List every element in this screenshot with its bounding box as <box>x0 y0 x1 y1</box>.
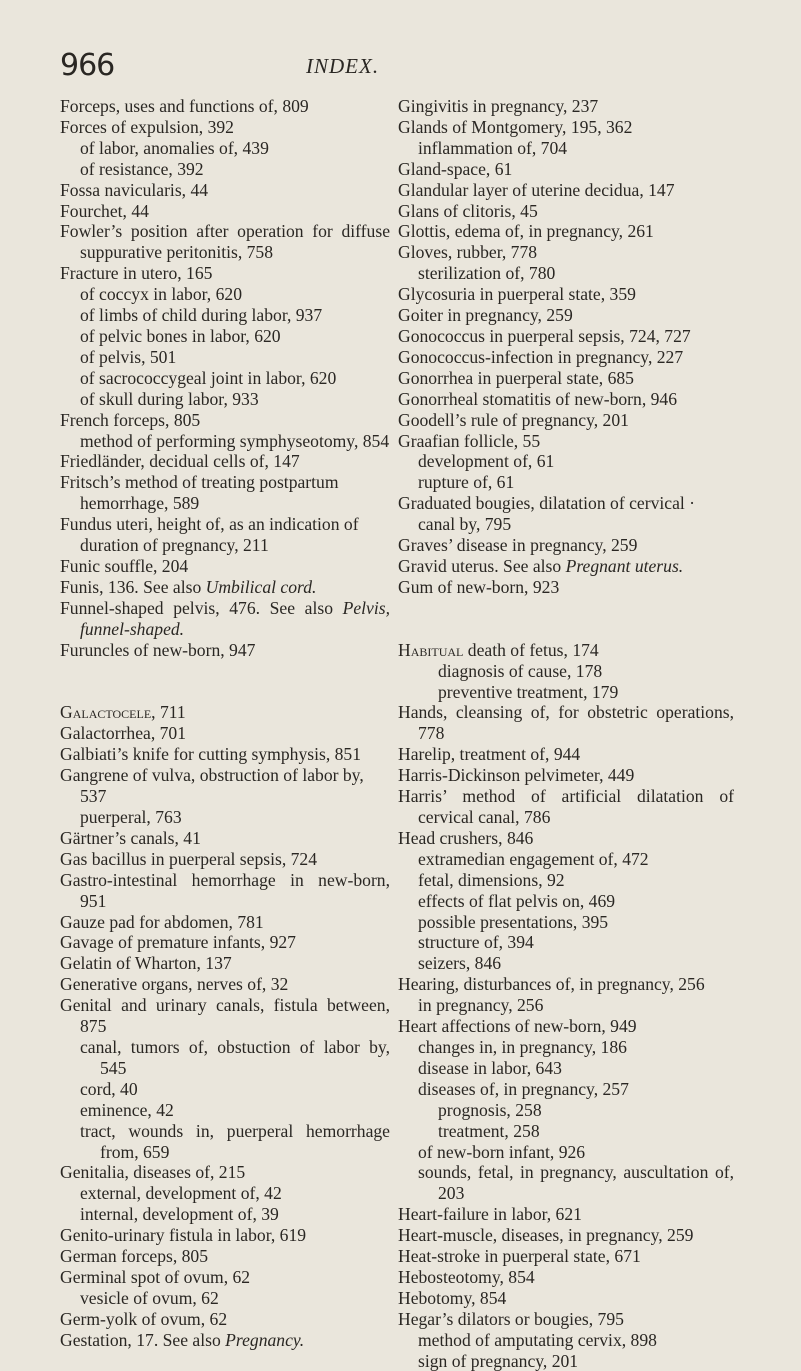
index-entry-text: Gauze pad for abdomen, 781 <box>60 911 264 932</box>
index-subentry <box>398 1351 734 1371</box>
index-subentry <box>60 284 390 305</box>
index-entry-text: Gestation, 17. See also <box>60 1329 226 1350</box>
index-entry-text: Glottis, edema of, in pregnancy, 261 <box>398 221 654 242</box>
index-entry-text: Harris’ method of artificial dilatation of cervical canal, 786 <box>398 786 734 827</box>
index-entry-text: Gonococcus-infection in pregnancy, 227 <box>398 346 684 367</box>
index-entry-text: changes in, in pregnancy, 186 <box>418 1036 627 1057</box>
index-entry-text: in pregnancy, 256 <box>418 995 544 1016</box>
index-entry-text: sterilization of, 780 <box>418 263 556 284</box>
index-subentry <box>60 1183 390 1204</box>
index-entry <box>398 242 734 263</box>
index-entry <box>398 974 734 995</box>
index-entry <box>60 912 390 933</box>
index-entry-text: Glans of clitoris, 45 <box>398 200 538 221</box>
index-entry <box>398 765 734 786</box>
index-entry-text: of coccyx in labor, 620 <box>80 284 242 305</box>
index-entry <box>398 556 734 577</box>
index-entry-text: Genito-urinary fistula in labor, 619 <box>60 1225 307 1246</box>
index-entry <box>60 1225 390 1246</box>
index-entry-text: Generative organs, nerves of, 32 <box>60 974 289 995</box>
index-entry-text: Gärtner’s canals, 41 <box>60 827 201 848</box>
index-entry-text: Galactorrhea, 701 <box>60 723 187 744</box>
index-entry-text: Pregnancy. <box>225 1329 305 1350</box>
index-entry-text: puerperal, 763 <box>80 807 182 827</box>
index-entry-text: of pelvic bones in labor, 620 <box>80 325 281 346</box>
index-subentry <box>398 1162 734 1204</box>
index-entry-text: Genitalia, diseases of, 215 <box>60 1162 246 1183</box>
index-entry-text: Glycosuria in puerperal state, 359 <box>398 284 636 305</box>
index-subentry <box>60 138 390 159</box>
index-entry-text: Gavage of premature infants, 927 <box>60 932 296 953</box>
index-entry <box>60 96 390 117</box>
index-entry <box>398 1309 734 1330</box>
index-entry <box>398 493 734 535</box>
index-subentry <box>60 305 390 326</box>
index-entry-text: Funic souffle, 204 <box>60 555 189 576</box>
index-entry-text: Habitual <box>398 639 464 660</box>
index-entry <box>60 744 390 765</box>
index-entry-text: Gonorrheal stomatitis of new-born, 946 <box>398 388 678 409</box>
index-entry-text: Hearing, disturbances of, in pregnancy, 256 <box>398 974 705 995</box>
index-entry-text: cord, 40 <box>80 1078 138 1099</box>
index-entry-text: Funis, 136. See also <box>60 576 206 597</box>
index-entry <box>60 451 390 472</box>
index-subentry <box>60 1288 390 1309</box>
index-entry-text: effects of flat pelvis on, 469 <box>418 890 616 911</box>
index-entry-text: of pelvis, 501 <box>80 346 177 367</box>
index-entry-text: Goiter in pregnancy, 259 <box>398 305 573 326</box>
index-entry-text: Fritsch’s method of treating postpartum hemorrhage, 589 <box>60 472 339 514</box>
index-entry <box>398 1204 734 1225</box>
index-entry-text: Heart affections of new-born, 949 <box>398 1016 637 1037</box>
page-number: 966 <box>60 48 115 83</box>
index-subentry <box>60 1037 390 1079</box>
index-entry-text: of skull during labor, 933 <box>80 388 259 409</box>
index-entry-text: Fundus uteri, height of, as an indication of duration of pregnancy, 211 <box>60 514 359 556</box>
index-entry-text: Hands, cleansing of, for obstetric operations, 778 <box>398 702 734 744</box>
index-entry-text: Heart-failure in labor, 621 <box>398 1204 582 1225</box>
index-entry <box>60 828 390 849</box>
index-entry-text: rupture of, 61 <box>418 472 515 493</box>
index-entry-text: external, development of, 42 <box>80 1183 282 1204</box>
index-entry <box>398 284 734 305</box>
index-entry-text: Harris-Dickinson pelvimeter, 449 <box>398 765 635 786</box>
index-subentry <box>60 326 390 347</box>
index-entry-text: Goodell’s rule of pregnancy, 201 <box>398 409 629 430</box>
index-entry <box>60 556 390 577</box>
index-entry-text: Graduated bougies, dilatation of cervical · canal by, 795 <box>398 493 696 535</box>
index-entry <box>60 974 390 995</box>
index-entry-text: Gastro-intestinal hemorrhage in new-born, 951 <box>60 869 390 911</box>
index-entry-text: tract, wounds in, puerperal hemorrhage from, 659 <box>80 1120 390 1162</box>
index-entry-text: Germinal spot of ovum, 62 <box>60 1266 251 1287</box>
index-entry-text: Furuncles of new-born, 947 <box>60 639 256 660</box>
index-subentry <box>398 661 734 682</box>
index-subentry <box>398 1058 734 1079</box>
index-entry <box>60 514 390 556</box>
index-entry-text: Fracture in utero, 165 <box>60 263 213 284</box>
index-entry <box>60 201 390 222</box>
index-entry-text: diagnosis of cause, 178 <box>438 660 603 681</box>
index-entry <box>60 410 390 431</box>
index-subentry <box>60 389 390 410</box>
index-entry-text: seizers, 846 <box>418 953 502 974</box>
index-entry <box>398 744 734 765</box>
index-entry <box>398 1288 734 1309</box>
index-subentry <box>60 368 390 389</box>
index-entry-text: treatment, 258 <box>438 1120 540 1141</box>
index-entry-text: method of amputating cervix, 898 <box>418 1329 657 1350</box>
index-entry-text: 711 <box>155 702 186 723</box>
index-subentry <box>60 807 390 828</box>
page-header <box>60 48 740 88</box>
index-entry-text: of limbs of child during labor, 937 <box>80 305 323 326</box>
index-entry-text: Friedländer, decidual cells of, 147 <box>60 451 300 472</box>
index-entry-text: Gum of new-born, 923 <box>398 576 560 597</box>
index-entry <box>398 221 734 242</box>
index-entry <box>398 1267 734 1288</box>
index-entry-text: German forceps, 805 <box>60 1246 209 1267</box>
index-entry <box>398 347 734 368</box>
index-entry <box>398 368 734 389</box>
index-entry-text: Gland-space, 61 <box>398 158 513 179</box>
index-subentry <box>398 870 734 891</box>
index-entry <box>60 221 390 263</box>
index-entry-text: Hebotomy, 854 <box>398 1287 507 1308</box>
index-entry <box>60 117 390 138</box>
index-entry-text: Forces of expulsion, 392 <box>60 116 234 137</box>
index-entry-text: extramedian engagement of, 472 <box>418 848 649 869</box>
index-entry-text: preventive treatment, 179 <box>438 681 619 702</box>
index-entry-text: Harelip, treatment of, 944 <box>398 744 581 765</box>
index-entry <box>60 1309 390 1330</box>
index-entry <box>398 431 734 452</box>
index-entry-text: Gloves, rubber, 778 <box>398 242 538 263</box>
index-entry-text: Forceps, uses and functions of, 809 <box>60 96 309 116</box>
index-subentry <box>398 1330 734 1351</box>
index-subentry <box>398 682 734 703</box>
index-entry-text: structure of, 394 <box>418 932 534 953</box>
index-subentry <box>398 912 734 933</box>
index-column-left <box>60 96 390 1351</box>
index-entry <box>60 472 390 514</box>
index-column-right <box>398 96 734 1371</box>
index-entry-text: inflammation of, 704 <box>418 137 568 158</box>
index-entry <box>60 1330 390 1351</box>
index-entry-text: internal, development of, 39 <box>80 1204 279 1225</box>
index-subentry <box>60 1204 390 1225</box>
index-entry-text: canal, tumors of, obstuction of labor by, 545 <box>80 1036 390 1078</box>
index-entry <box>60 263 390 284</box>
index-entry <box>398 828 734 849</box>
index-entry <box>398 180 734 201</box>
index-entry <box>398 1225 734 1246</box>
index-entry-text: Glands of Montgomery, 195, 362 <box>398 116 633 137</box>
index-subentry <box>398 1142 734 1163</box>
index-entry-text: eminence, 42 <box>80 1099 174 1120</box>
index-entry <box>398 117 734 138</box>
index-entry-text: Gonococcus in puerperal sepsis, 724, 727 <box>398 325 691 346</box>
index-entry <box>60 180 390 201</box>
index-entry <box>60 1162 390 1183</box>
index-subentry <box>398 472 734 493</box>
index-entry-text: death of fetus, 174 <box>463 639 599 660</box>
index-entry <box>60 849 390 870</box>
index-subentry <box>398 849 734 870</box>
index-entry-text: vesicle of ovum, 62 <box>80 1287 219 1308</box>
index-entry <box>398 640 734 661</box>
index-subentry <box>60 1121 390 1163</box>
index-entry-text: Heat-stroke in puerperal state, 671 <box>398 1246 641 1267</box>
index-entry-text: Genital and urinary canals, fistula between, 875 <box>60 995 390 1037</box>
section-gap <box>60 660 390 702</box>
index-entry-text: of sacrococcygeal joint in labor, 620 <box>80 367 337 388</box>
index-entry-text: method of performing symphyseotomy, 854 <box>80 430 390 451</box>
index-entry <box>60 953 390 974</box>
index-entry <box>60 932 390 953</box>
index-entry <box>398 410 734 431</box>
running-head: INDEX. <box>306 54 380 78</box>
index-entry-text: Graves’ disease in pregnancy, 259 <box>398 535 638 556</box>
index-entry-text: Graafian follicle, 55 <box>398 430 541 451</box>
index-subentry <box>398 451 734 472</box>
index-entry-text: Umbilical cord. <box>205 576 317 597</box>
index-entry <box>60 598 390 640</box>
index-entry <box>398 535 734 556</box>
index-entry-text: Gelatin of Wharton, 137 <box>60 953 232 974</box>
index-entry <box>60 702 390 723</box>
index-entry-text: disease in labor, 643 <box>418 1057 562 1078</box>
index-entry-text: fetal, dimensions, 92 <box>418 869 565 890</box>
index-subentry <box>60 159 390 180</box>
index-subentry <box>398 995 734 1016</box>
index-subentry <box>398 1079 734 1100</box>
index-entry-text: of new-born infant, 926 <box>418 1141 586 1162</box>
index-entry-text: sign of pregnancy, 201 <box>418 1350 579 1371</box>
index-entry-text: of labor, anomalies of, 439 <box>80 137 269 158</box>
index-entry <box>398 1246 734 1267</box>
index-subentry <box>60 1079 390 1100</box>
index-entry-text: development of, 61 <box>418 451 555 472</box>
index-entry-text: Hegar’s dilators or bougies, 795 <box>398 1308 624 1329</box>
index-entry <box>60 723 390 744</box>
index-entry <box>398 326 734 347</box>
index-subentry <box>398 1121 734 1142</box>
index-entry-text: Gas bacillus in puerperal sepsis, 724 <box>60 848 318 869</box>
section-gap <box>398 598 734 640</box>
index-entry-text: Pelvis, funnel-shaped. <box>80 597 390 639</box>
index-entry <box>398 305 734 326</box>
index-entry-text: Galbiati’s knife for cutting symphysis, 851 <box>60 744 362 765</box>
index-entry <box>398 577 734 598</box>
index-entry-text: Galactocele, <box>60 702 156 723</box>
index-entry-text: Fossa navicularis, 44 <box>60 179 209 200</box>
index-subentry <box>398 1100 734 1121</box>
index-entry-text: prognosis, 258 <box>438 1099 542 1120</box>
index-entry <box>60 1246 390 1267</box>
index-entry <box>60 640 390 661</box>
index-entry <box>398 96 734 117</box>
index-entry <box>398 159 734 180</box>
index-entry <box>60 995 390 1037</box>
index-entry <box>398 702 734 744</box>
index-subentry <box>60 1100 390 1121</box>
index-subentry <box>398 953 734 974</box>
index-subentry <box>398 263 734 284</box>
index-entry-text: Gingivitis in pregnancy, 237 <box>398 96 599 116</box>
index-entry <box>60 1267 390 1288</box>
index-entry-text: Glandular layer of uterine decidua, 147 <box>398 179 675 200</box>
index-entry-text: of resistance, 392 <box>80 158 204 179</box>
index-entry-text: possible presentations, 395 <box>418 911 609 932</box>
index-entry <box>398 1016 734 1037</box>
index-subentry <box>398 891 734 912</box>
index-subentry <box>60 347 390 368</box>
index-entry-text: Germ-yolk of ovum, 62 <box>60 1308 228 1329</box>
index-entry-text: Pregnant uterus. <box>565 555 684 576</box>
index-entry <box>60 870 390 912</box>
index-entry <box>398 786 734 828</box>
index-entry-text: Fowler’s position after operation for diffuse suppurative peritonitis, 758 <box>60 221 390 263</box>
index-entry <box>60 765 390 807</box>
index-entry-text: Hebosteotomy, 854 <box>398 1266 535 1287</box>
index-entry-text: Funnel-shaped pelvis, 476. See also <box>60 597 343 618</box>
index-entry <box>60 577 390 598</box>
index-entry-text: Gangrene of vulva, obstruction of labor by, 537 <box>60 765 364 807</box>
index-entry-text: sounds, fetal, in pregnancy, auscultation of, 203 <box>418 1162 734 1204</box>
index-entry-text: French forceps, 805 <box>60 409 201 430</box>
index-entry-text: Gonorrhea in puerperal state, 685 <box>398 367 634 388</box>
index-entry-text: Fourchet, 44 <box>60 200 149 221</box>
index-subentry <box>398 932 734 953</box>
index-entry <box>398 201 734 222</box>
index-entry-text: Gravid uterus. See also <box>398 555 566 576</box>
index-entry-text: diseases of, in pregnancy, 257 <box>418 1078 629 1099</box>
index-entry <box>398 389 734 410</box>
index-subentry <box>398 138 734 159</box>
index-entry-text: Heart-muscle, diseases, in pregnancy, 259 <box>398 1225 694 1246</box>
index-subentry <box>398 1037 734 1058</box>
index-entry-text: Head crushers, 846 <box>398 827 534 848</box>
index-subentry <box>60 431 390 452</box>
